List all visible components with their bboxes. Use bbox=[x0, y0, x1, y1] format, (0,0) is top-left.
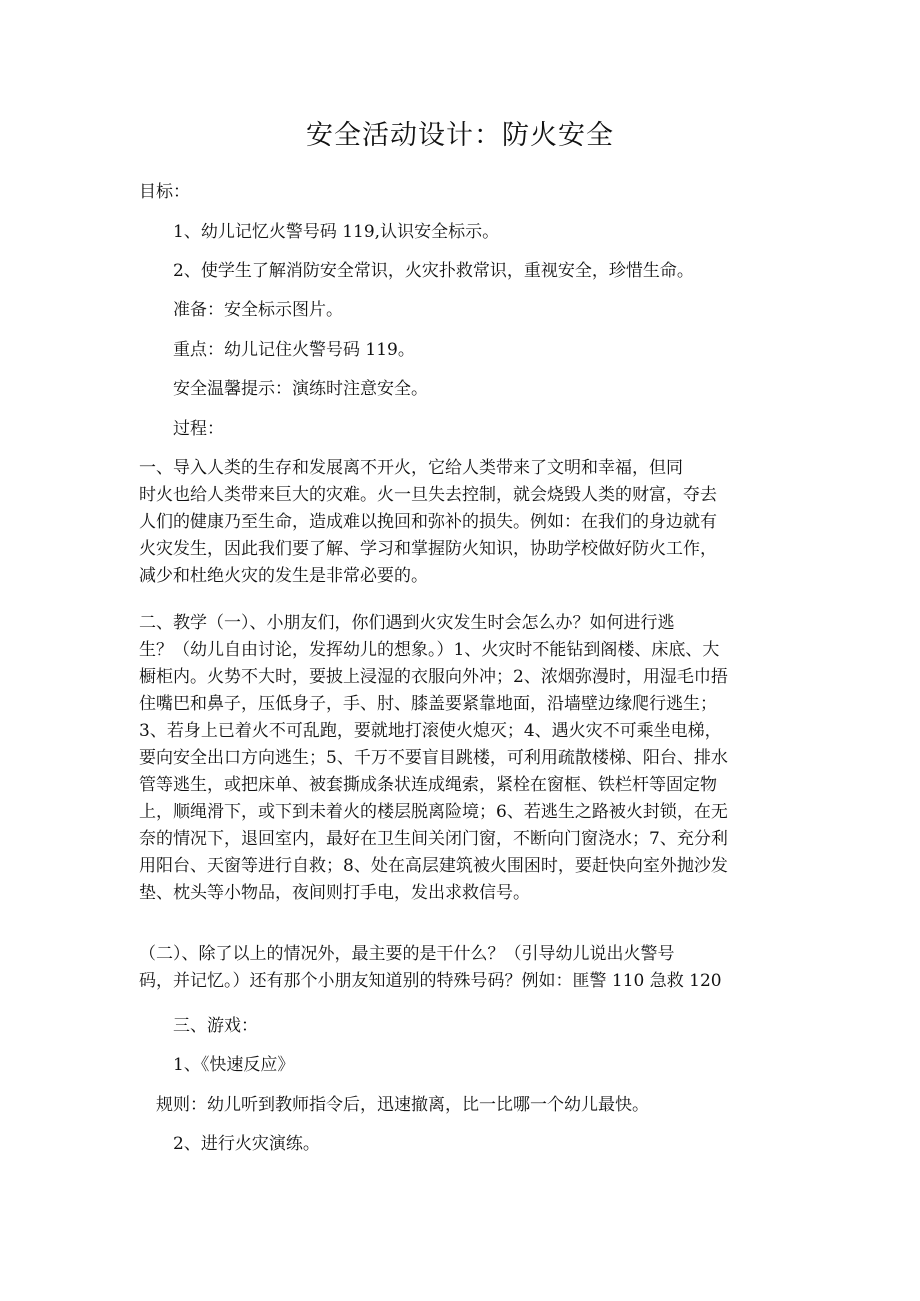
process-label: 过程： bbox=[173, 419, 224, 439]
preparation-line: 准备：安全标示图片。 bbox=[173, 300, 343, 320]
key-point-line: 重点：幼儿记住火警号码 119。 bbox=[173, 340, 415, 360]
goal-label: 目标： bbox=[139, 182, 190, 202]
rule-line: 规则：幼儿听到教师指令后，迅速撤离，比一比哪一个幼儿最快。 bbox=[156, 1095, 649, 1115]
safety-tip-line: 安全温馨提示：演练时注意安全。 bbox=[173, 379, 428, 399]
section-2-paragraph: 二、教学（一）、小朋友们，你们遇到火灾发生时会怎么办？如何进行逃 生？（幼儿自由讨论，发挥幼儿的想象。）1、火灾时不能钻到阁楼、床底、大 橱柜内。火势不大时，要披上浸湿的衣服向外冲；2、浓烟弥漫时，用湿毛巾捂 住嘴巴和鼻子，压低身子，手、肘、膝盖要紧靠地面，沿墙壁边缘爬行逃生； 3、若身上已着火不可乱跑，要就地打滚使火熄灭；4、遇火灾不可乘坐电梯， 要向安全出口方向逃生；5、千万不要盲目跳楼，可利用疏散楼梯、阳台、排水 管等逃生，或把床单、被套撕成条状连成绳索，紧栓在窗框、铁栏杆等固定物 上，顺绳滑下，或下到未着火的楼层脱离险境；6、若逃生之路被火封锁，在无 奈的情况下，退回室内，最好在卫生间关闭门窗，不断向门窗浇水；7、充分利 用阳台、天窗等进行自救；8、处在高层建筑被火围困时，要赶快向室外抛沙发 垫、枕头等小物品，夜间则打手电，发出求救信号。 bbox=[139, 613, 728, 903]
section-2b-paragraph: （二）、除了以上的情况外，最主要的是干什么？（引导幼儿说出火警号 码，并记忆。）还有那个小朋友知道别的特殊号码？例如：匪警 110 急救 120 bbox=[139, 944, 722, 991]
goal-item-2: 2、使学生了解消防安全常识，火灾扑救常识，重视安全，珍惜生命。 bbox=[173, 261, 694, 281]
document-title: 安全活动设计：防火安全 bbox=[306, 120, 614, 151]
goal-item-1: 1、幼儿记忆火警号码 119,认识安全标示。 bbox=[173, 222, 500, 242]
section-1-paragraph: 一、导入人类的生存和发展离不开火，它给人类带来了文明和幸福，但同 时火也给人类带来巨大的灾难。火一旦失去控制，就会烧毁人类的财富，夺去 人们的健康乃至生命，造成难以挽回和弥补的损失。例如：在我们的身边就有 火灾发生，因此我们要了解、学习和掌握防火知识，协助学校做好防火工作， 减少和杜绝火灾的发生是非常必要的。 bbox=[139, 458, 717, 586]
game-item-2: 2、进行火灾演练。 bbox=[173, 1134, 320, 1154]
section-3-heading: 三、游戏： bbox=[173, 1016, 258, 1036]
game-item-1: 1、《快速反应》 bbox=[173, 1055, 295, 1075]
